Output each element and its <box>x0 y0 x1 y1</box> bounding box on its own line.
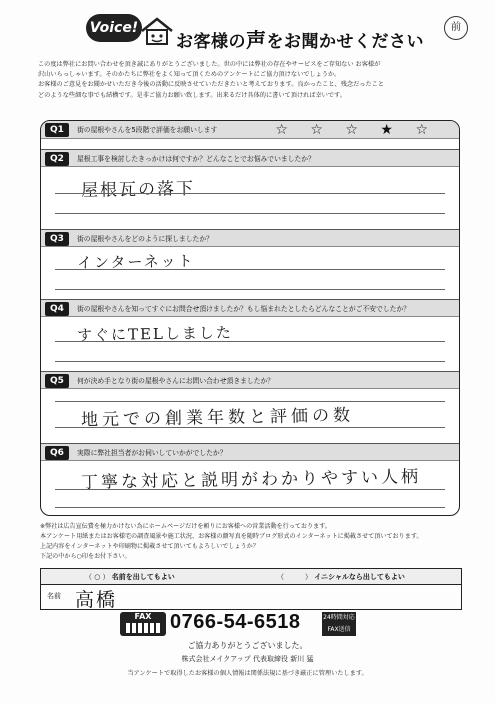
star-1-icon[interactable]: ☆ <box>275 122 297 138</box>
answer-text[interactable]: すぐにTELしました <box>76 323 234 345</box>
answer-line <box>55 361 445 362</box>
house-icon <box>140 16 174 46</box>
star-2-icon[interactable]: ☆ <box>310 122 332 138</box>
answer-line <box>55 193 445 194</box>
answer-line <box>55 341 445 342</box>
question-text: 何が決め手となり街の屋根やさんにお問い合わせ頂きましたか？ <box>77 377 275 385</box>
star-4-icon[interactable]: ★ <box>380 122 402 138</box>
consent-notes: ※弊社は広告宣伝費を極力かけない為にホームページだけを頼りにお客様への営業活動を行っております。 本アンケート用紙またはお客様宅の調査風景や施工状況、お客様の顔写真を随時ブログ形式のインターネットに掲載させて頂いております。 上記内容をインターネットや印刷物に掲載させて頂いてもよろしいでしょうか？ 下記の中から○印をお付下さい。 <box>40 523 423 560</box>
answer-text[interactable]: 屋根瓦の落下 <box>80 179 196 201</box>
star-3-icon[interactable]: ☆ <box>345 122 367 138</box>
fax-24h-badge: 24時間対応 FAX送信 <box>322 612 356 636</box>
question-frame <box>40 120 460 516</box>
option-name-ok[interactable]: （ ○ ） 名前を出してもよい <box>85 573 175 581</box>
company-name: 株式会社メイクアップ 代表取締役 新川 猛 <box>181 655 314 663</box>
privacy-note: 当アンケートで取得したお客様の個人情報は関係法規に基づき厳正に管理いたします。 <box>127 670 368 677</box>
question-text: 街の屋根やさんをどのように探しましたか？ <box>77 235 213 243</box>
question-5 <box>41 371 459 443</box>
thanks-text: ご協力ありがとうございました。 <box>187 641 308 650</box>
answer-line <box>55 427 445 428</box>
corner-stamp: 前 <box>444 16 468 40</box>
question-number: Q6 <box>45 446 69 460</box>
name-options-row <box>41 569 461 585</box>
question-text: 街の屋根やさんを知ってすぐにお問合せ頂けましたか？もし悩まれたとしたらどんなことがご不安でしたか？ <box>77 305 411 313</box>
option-initial-ok[interactable]: （ ） イニシャルなら出してもよい <box>277 573 405 581</box>
fax-number: 0766-54-6518 <box>170 611 301 633</box>
question-4 <box>41 299 459 371</box>
question-3 <box>41 229 459 299</box>
voice-badge: Voice! <box>86 14 142 42</box>
answer-text[interactable]: 丁寧な対応と説明がわかりやすい人柄 <box>80 467 422 493</box>
answer-text[interactable]: 地元での創業年数と評価の数 <box>80 405 355 431</box>
name-field[interactable]: 高橋 <box>75 589 118 611</box>
question-text: 街の屋根やさんを5段階で評価をお願いします <box>77 126 218 134</box>
question-text: 屋根工事を検討したきっかけは何ですか？どんなことでお悩みでいましたか？ <box>77 155 315 163</box>
question-number: Q4 <box>45 302 69 316</box>
question-1 <box>41 121 459 141</box>
rating-stars[interactable] <box>275 122 437 138</box>
answer-line <box>55 269 445 270</box>
answer-line <box>55 289 445 290</box>
question-text: 実際に弊社担当者がお伺いしていかがでしたか？ <box>77 449 227 457</box>
intro-text: この度は弊社にお問い合わせを頂き誠にありがとうございました。世の中には弊社の存在やサービスをご存知ない お客様が 沢山いらっしゃいます。そのかたちに弊社をよく知って頂くためのアンケートにご協力頂けないでしょうか。 お客様のご意見をお聞かせいただき今後の活動に反映させていただきたいと考えております。良かったこと、残念だったこと どのような些細な事でも結構です。是非ご協力お願い致します。出来るだけ具体的に書いて頂ければ幸いです。 <box>38 61 385 99</box>
answer-line <box>55 489 445 490</box>
question-number: Q2 <box>45 152 69 166</box>
answer-text[interactable]: インターネット <box>76 251 195 273</box>
answer-line <box>55 401 445 402</box>
fax-icon: FAX <box>120 612 166 636</box>
question-number: Q3 <box>45 232 69 246</box>
question-2 <box>41 149 459 229</box>
answer-line <box>55 213 445 214</box>
name-consent-box <box>40 568 462 610</box>
answer-line <box>55 507 445 508</box>
question-number: Q1 <box>45 123 69 137</box>
question-6 <box>41 443 459 515</box>
star-5-icon[interactable]: ☆ <box>415 122 437 138</box>
question-number: Q5 <box>45 374 69 388</box>
name-label: 名前 <box>47 592 61 600</box>
page-title: お客様の声をお聞かせください <box>176 28 424 52</box>
